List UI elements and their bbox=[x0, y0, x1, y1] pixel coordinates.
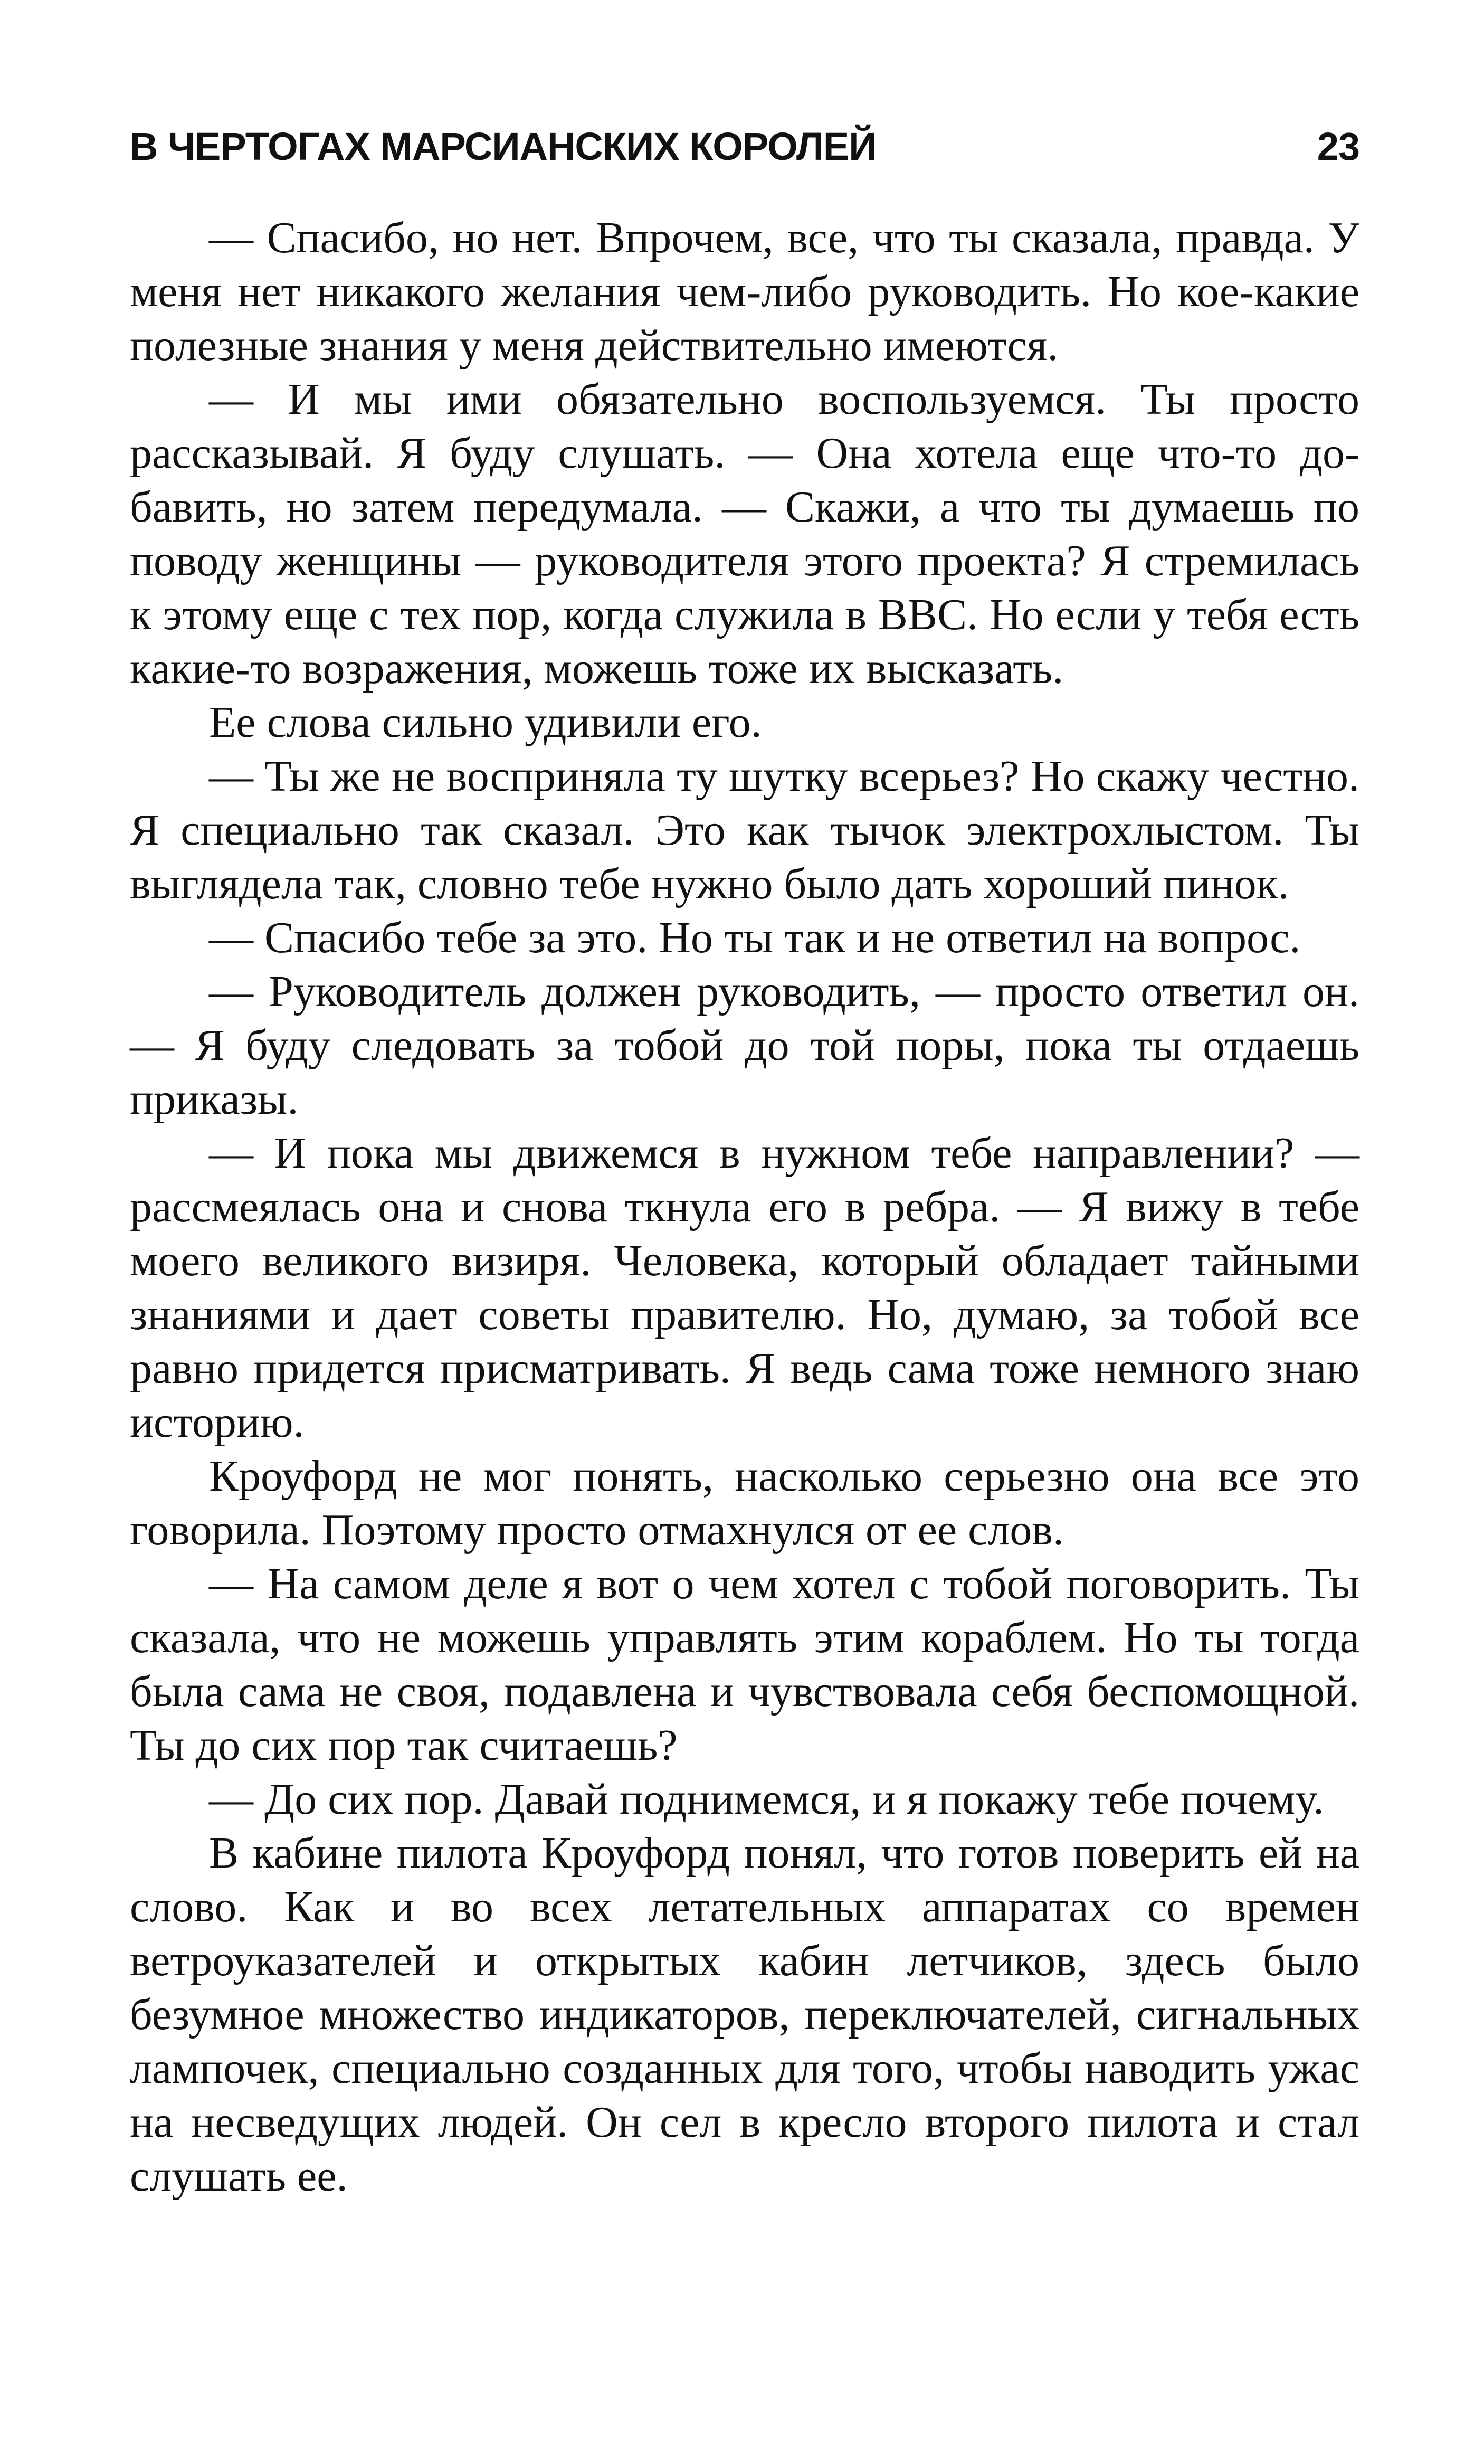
body-text bbox=[130, 211, 1359, 2203]
paragraph: — И мы ими обязательно воспользуемся. Ты просто рассказывай. Я буду слушать. — Она хотела еще что-то добавить, но затем передумала. — Скажи, а что ты думаешь по поводу женщины — руководителя этого проекта? Я стремилась к этому еще с тех пор, когда служила в ВВС. Но если у тебя есть какие-то возражения, можешь тоже их высказать. bbox=[130, 375, 1359, 693]
running-header bbox=[130, 120, 1359, 173]
running-title: В ЧЕРТОГАХ МАРСИАНСКИХ КОРОЛЕЙ bbox=[130, 125, 877, 168]
paragraph: — И пока мы движемся в нужном тебе направлении? — рассмеялась она и снова ткнула его в ребра. — Я вижу в тебе моего великого визиря. Человека, который обладает тайными знаниями и дает советы правителю. Но, думаю, за тобой все равно придется присматривать. Я ведь сама тоже немного знаю историю. bbox=[130, 1129, 1359, 1447]
page-number: 23 bbox=[1317, 125, 1359, 168]
paragraph: — До сих пор. Давай поднимемся, и я покажу тебе почему. bbox=[209, 1775, 1324, 1824]
paragraph: Кроуфорд не мог понять, насколько серьезно она все это говорила. Поэтому просто отмахнулся от ее слов. bbox=[130, 1452, 1359, 1555]
paragraph: — Спасибо, но нет. Впрочем, все, что ты сказала, правда. У меня нет никакого желания чем-либо руководить. Но кое-какие полезные знания у меня действительно имеются. bbox=[130, 213, 1359, 370]
paragraph: В кабине пилота Кроуфорд понял, что готов поверить ей на слово. Как и во всех летательных аппаратах со времен ветроуказателей и открытых кабин летчиков, здесь было безумное множество индикаторов, переключателей, сигнальных лампочек, специально созданных для того, чтобы наводить ужас на несведущих людей. Он сел в кресло второго пилота и стал слушать ее. bbox=[130, 1828, 1359, 2201]
paragraph: — Руководитель должен руководить, — просто ответил он. — Я буду следовать за тобой до той поры, пока ты отдаешь приказы. bbox=[130, 967, 1359, 1124]
paragraph: — На самом деле я вот о чем хотел с тобой поговорить. Ты сказала, что не можешь управлять этим кораблем. Но ты тогда была сама не своя, подавлена и чувствовала себя беспомощной. Ты до сих пор так считаешь? bbox=[130, 1559, 1359, 1770]
paragraph: — Спасибо тебе за это. Но ты так и не ответил на вопрос. bbox=[209, 913, 1301, 962]
paragraph: — Ты же не восприняла ту шутку всерьез? Но скажу честно. Я специально так сказал. Это как тычок электрохлыстом. Ты выглядела так, словно тебе нужно было дать хороший пинок. bbox=[130, 752, 1359, 908]
paragraph: Ее слова сильно удивили его. bbox=[209, 698, 762, 747]
